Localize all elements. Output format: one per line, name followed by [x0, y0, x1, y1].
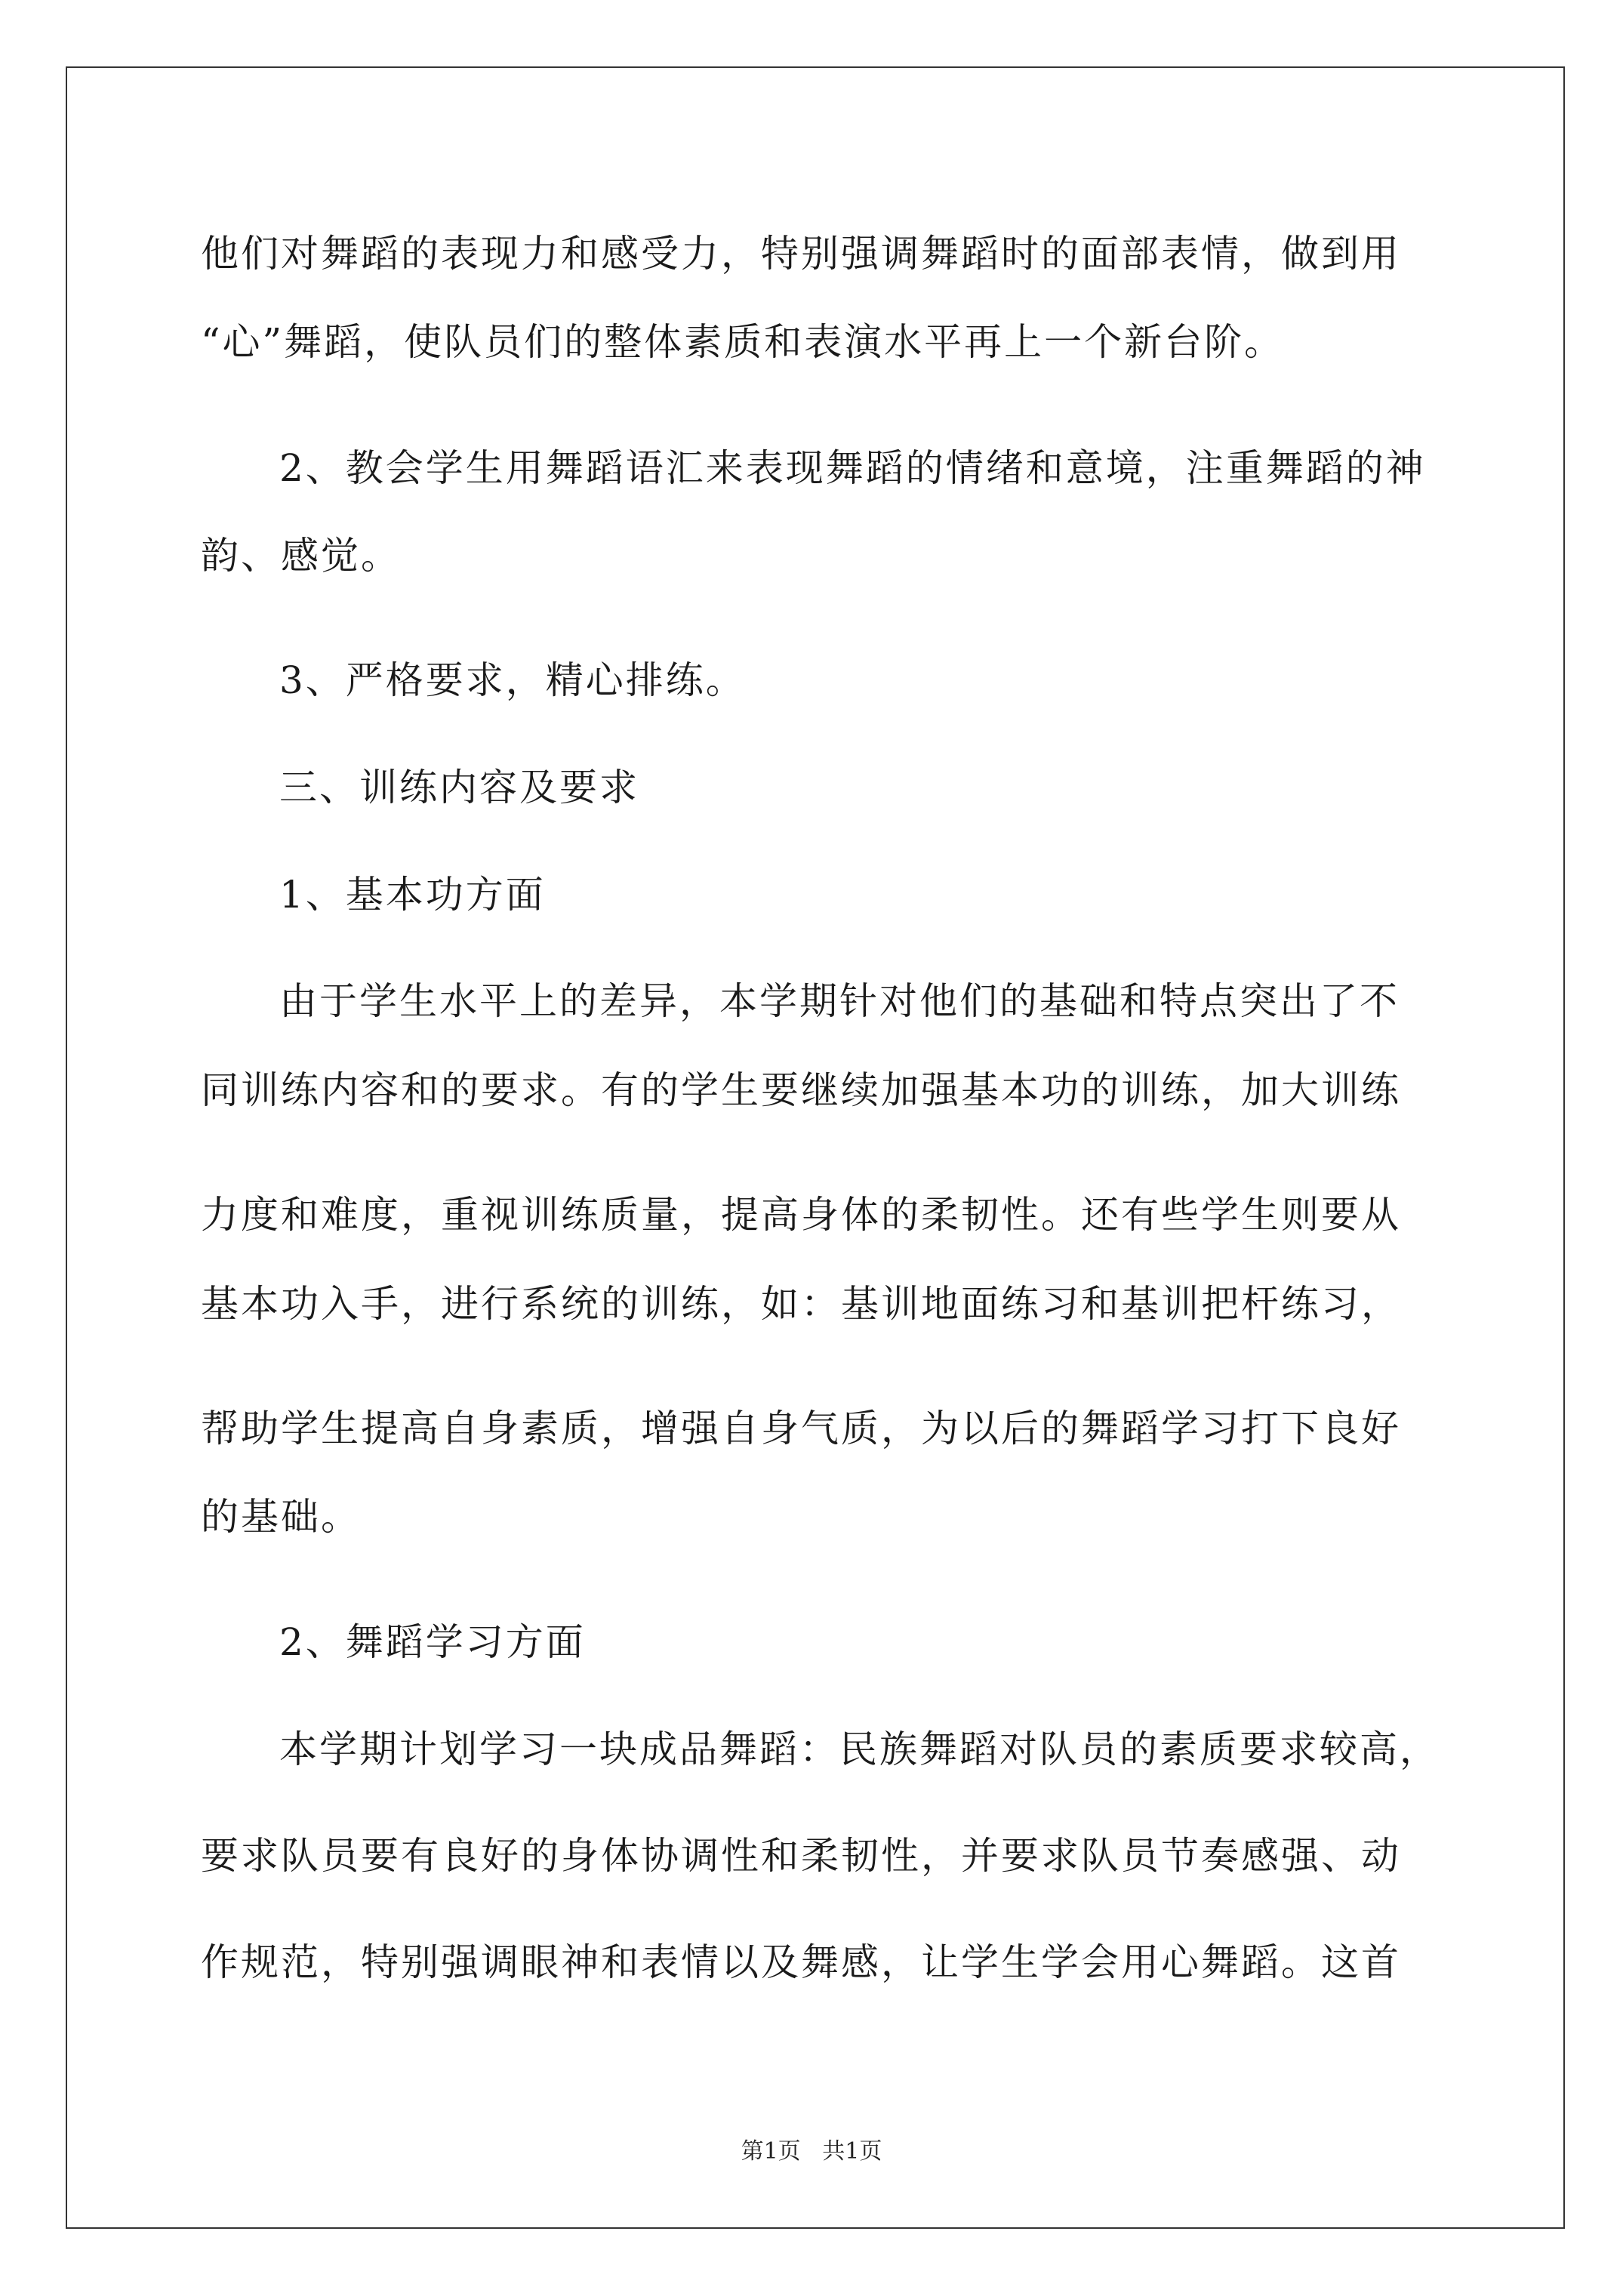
body-line: 基本功入手，进行系统的训练，如：基训地面练习和基训把杆练习，	[201, 1282, 1401, 1326]
body-line: 他们对舞蹈的表现力和感受力，特别强调舞蹈时的面部表情，做到用	[201, 232, 1401, 276]
body-line: 力度和难度，重视训练质量，提高身体的柔韧性。还有些学生则要从	[201, 1193, 1401, 1237]
body-line: 同训练内容和的要求。有的学生要继续加强基本功的训练，加大训练	[201, 1068, 1401, 1112]
page-border	[66, 66, 1565, 2229]
body-line: 2、教会学生用舞蹈语汇来表现舞蹈的情绪和意境，注重舞蹈的神	[279, 446, 1426, 490]
subsection-heading: 2、舞蹈学习方面	[279, 1620, 586, 1664]
body-line: 作规范，特别强调眼神和表情以及舞感，让学生学会用心舞蹈。这首	[201, 1940, 1401, 1984]
section-heading: 三、训练内容及要求	[279, 766, 639, 809]
body-line: 要求队员要有良好的身体协调性和柔韧性，并要求队员节奏感强、动	[201, 1834, 1401, 1878]
subsection-heading: 1、基本功方面	[279, 873, 546, 917]
body-line: “心”舞蹈，使队员们的整体素质和表演水平再上一个新台阶。	[201, 320, 1285, 364]
body-line: 韵、感觉。	[201, 534, 401, 578]
body-line: 的基础。	[201, 1495, 361, 1539]
body-line: 本学期计划学习一块成品舞蹈：民族舞蹈对队员的素质要求较高，	[279, 1727, 1440, 1771]
body-line: 帮助学生提高自身素质，增强自身气质，为以后的舞蹈学习打下良好	[201, 1407, 1401, 1450]
body-line: 由于学生水平上的差异，本学期针对他们的基础和特点突出了不	[279, 979, 1400, 1023]
page-footer: 第1页 共1页	[741, 2138, 882, 2165]
body-line: 3、严格要求，精心排练。	[279, 658, 746, 702]
